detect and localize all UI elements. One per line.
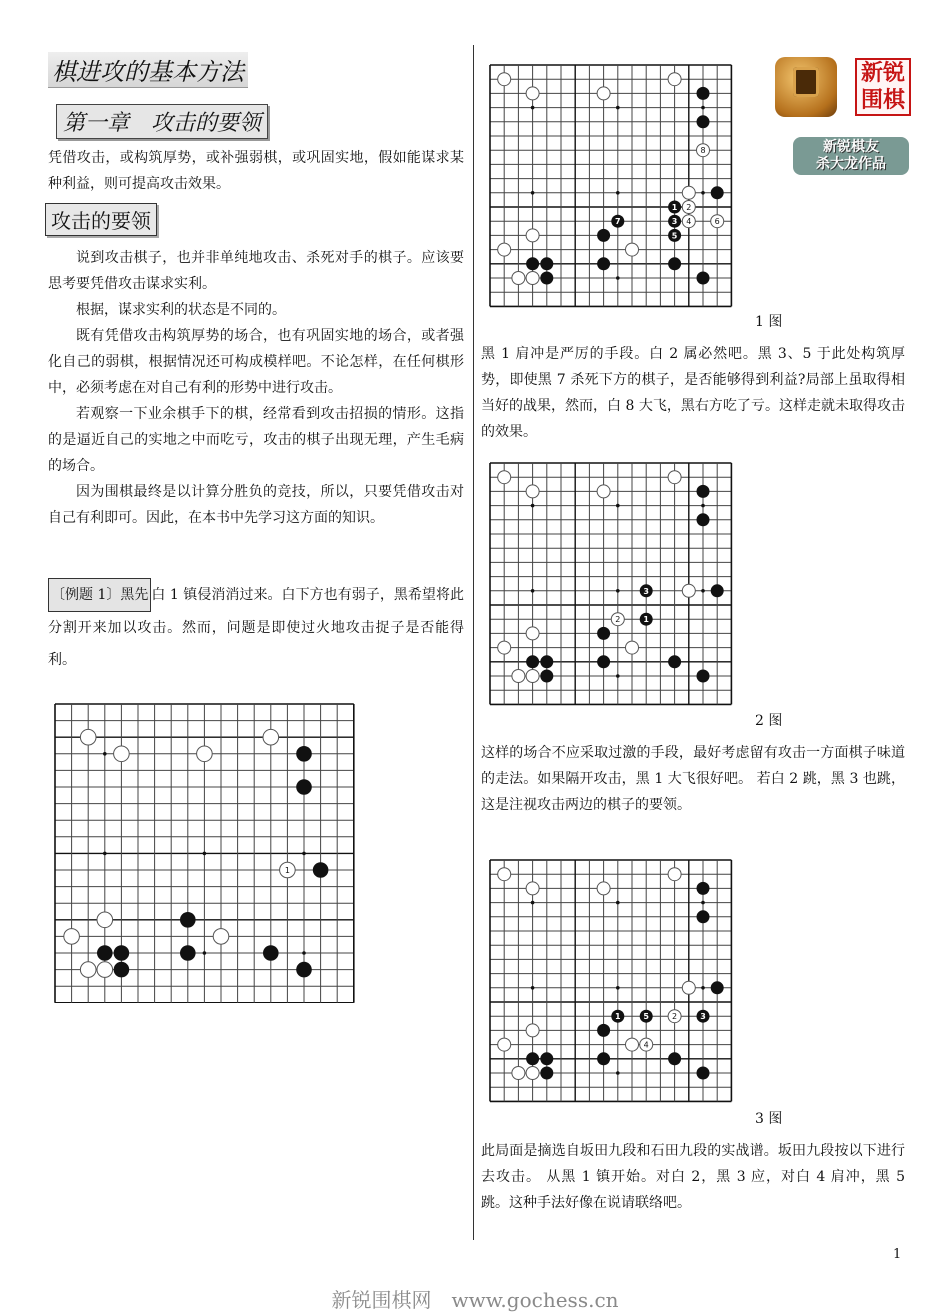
black-stone [597,655,610,668]
black-stone [296,962,312,978]
figure-2-board [488,461,748,721]
paragraph: 既有凭借攻击构筑厚势的场合，也有巩固实地的场合，或者强化自己的弱棋，根据情况还可构成模样吧。不论怎样，在任何棋形中，必须考虑在对自己有利的形势中进行攻击。 [48,328,464,396]
star-point [203,852,207,856]
star-point [302,951,306,955]
star-point [616,106,620,110]
black-stone [597,257,610,270]
brand-logo: 新锐围棋 [855,58,911,116]
black-stone [296,779,312,795]
black-stone [526,1052,539,1065]
black-stone [540,1052,553,1065]
black-stone [611,1010,624,1023]
black-stone [697,115,710,128]
move-number: 2 [615,615,621,625]
stamp-line-1: 新锐棋友 [823,139,879,155]
star-point [616,191,620,195]
star-point [616,276,620,280]
white-stone [526,670,539,683]
example-text: 白 1 镇侵消消过来。白下方也有弱子，黑希望将此分割开来加以攻击。然而，问题是即使过火地攻击捉子是否能得利。 [48,587,464,668]
white-stone [668,73,681,86]
black-stone [263,945,279,961]
black-stone [313,862,329,878]
white-stone [597,882,610,895]
star-point [616,901,620,905]
move-number: 3 [700,1012,706,1022]
white-stone [526,272,539,285]
move-number: 4 [643,1040,649,1050]
white-stone [498,641,511,654]
paragraph: 根据，谋求实利的状态是不同的。 [76,302,286,318]
white-stone [526,87,539,100]
paragraph: 因为围棋最终是以计算分胜负的竞技，所以，只要凭借攻击对自己有利即可。因此，在本书中先学习这方面的知识。 [48,484,464,526]
move-number: 3 [671,217,678,227]
white-stone [526,1024,539,1037]
example-label: 〔例题 1〕黑先 [48,578,151,612]
white-stone [263,729,279,745]
star-point [616,674,620,678]
move-number: 1 [284,866,290,875]
figure-2-caption: 这样的场合不应采取过激的手段，最好考虑留有攻击一方面棋子味道的走法。如果隔开攻击，黑 1 大飞很好吧。 若白 2 跳，黑 3 也跳，这是注视攻击两边的棋子的要领。 [481,745,905,813]
star-point [531,191,535,195]
move-number: 5 [671,231,678,241]
black-stone [597,1024,610,1037]
black-stone [180,912,196,928]
black-stone [697,1010,710,1023]
black-stone [711,186,724,199]
star-point [531,901,535,905]
black-stone [697,87,710,100]
figure-1-label: 1 图 [755,314,783,330]
black-stone [180,945,196,961]
white-stone [668,868,681,881]
black-stone [697,513,710,526]
black-stone [697,1067,710,1080]
black-stone [697,670,710,683]
star-point [701,191,705,195]
author-stamp [793,137,909,175]
star-point [531,504,535,508]
black-stone [697,910,710,923]
black-stone [697,882,710,895]
white-stone [526,627,539,640]
white-stone [668,1010,681,1023]
paragraph: 说到攻击棋子，也并非单纯地攻击、杀死对手的棋子。应该要思考要凭借攻击谋求实利。 [48,250,464,292]
white-stone [512,272,525,285]
star-point [302,852,306,856]
footer-watermark: 新锐围棋网 www.gochess.cn [331,1288,619,1312]
white-stone [682,981,695,994]
star-point [531,589,535,593]
white-stone [498,243,511,256]
star-point [701,106,705,110]
white-stone [213,929,229,945]
move-number: 4 [686,217,692,227]
white-stone [280,862,296,878]
star-point [531,106,535,110]
star-point [616,986,620,990]
move-number: 6 [714,217,720,227]
figure-2-label: 2 图 [755,713,783,729]
black-stone [540,670,553,683]
white-stone [80,962,96,978]
white-stone [682,186,695,199]
white-stone [526,882,539,895]
page-title: 棋进攻的基本方法 [48,52,248,88]
black-stone [640,1010,653,1023]
black-stone [526,655,539,668]
white-stone [626,1038,639,1051]
white-stone [640,1038,653,1051]
section-heading: 攻击的要领 [45,203,157,236]
black-stone [640,613,653,626]
black-stone [97,945,113,961]
white-stone [498,471,511,484]
black-stone [540,272,553,285]
white-stone [498,868,511,881]
star-point [701,504,705,508]
black-stone [640,584,653,597]
move-number: 2 [686,203,692,212]
white-stone [498,1038,511,1051]
white-stone [97,962,113,978]
black-stone [668,655,681,668]
intro-text: 凭借攻击，或构筑厚势，或补强弱棋，或巩固实地，假如能谋求某种利益，则可提高攻击效果。 [48,150,464,192]
white-stone [668,471,681,484]
black-stone [668,201,681,214]
move-number: 8 [700,146,706,156]
column-divider [473,45,474,1240]
white-stone [97,912,113,928]
board-surface [490,860,731,1101]
figure-3-board [488,858,748,1118]
paragraph: 若观察一下业余棋手下的棋，经常看到攻击招损的情形。这指的是逼近自己的实地之中而吃亏，攻击的棋子出现无理，产生毛病的场合。 [48,406,464,474]
black-stone [114,945,130,961]
black-stone [668,1052,681,1065]
white-stone [682,201,695,214]
black-stone [597,627,610,640]
white-stone [526,1067,539,1080]
figure-1-board [488,63,748,323]
star-point [203,951,207,955]
star-point [701,901,705,905]
black-stone [540,1067,553,1080]
logo-icon [775,57,837,117]
black-stone [296,746,312,762]
white-stone [526,485,539,498]
white-stone [80,729,96,745]
star-point [616,504,620,508]
white-stone [512,1067,525,1080]
white-stone [611,613,624,626]
black-stone [697,485,710,498]
star-point [531,986,535,990]
black-stone [597,229,610,242]
white-stone [626,243,639,256]
black-stone [668,257,681,270]
white-stone [64,929,80,945]
star-point [701,589,705,593]
black-stone [526,257,539,270]
move-number: 1 [643,615,649,625]
white-stone [597,87,610,100]
white-stone [498,73,511,86]
black-stone [597,1052,610,1065]
black-stone [611,215,624,228]
star-point [103,752,107,756]
move-number: 1 [671,203,678,212]
white-stone [682,215,695,228]
black-stone [114,962,130,978]
star-point [701,986,705,990]
move-number: 2 [672,1012,678,1022]
star-point [616,1071,620,1075]
example-block [48,578,464,676]
black-stone [697,272,710,285]
white-stone [597,485,610,498]
black-stone [668,215,681,228]
move-number: 1 [615,1012,621,1022]
white-stone [697,144,710,157]
white-stone [114,746,130,762]
problem-board [54,703,356,1003]
white-stone [526,229,539,242]
white-stone [711,215,724,228]
move-number: 3 [643,586,649,596]
figure-3-caption: 此局面是摘选自坂田九段和石田九段的实战谱。坂田九段按以下进行去攻击。 从黑 1 镇开始。对白 2，黑 3 应，对白 4 肩冲，黑 5 跳。这种手法好像在说请联络吧。 [481,1143,905,1211]
black-stone [668,229,681,242]
page-number: 1 [893,1247,902,1262]
board-surface [490,65,731,306]
black-stone [540,655,553,668]
star-point [616,589,620,593]
board-surface [490,463,731,704]
star-point [103,852,107,856]
black-stone [711,584,724,597]
black-stone [540,257,553,270]
white-stone [682,584,695,597]
figure-1-caption: 黑 1 肩冲是严厉的手段。白 2 属必然吧。黑 3、5 于此处构筑厚势，即使黑 7 杀死下方的棋子，是否能够得到利益?局部上虽取得相当好的战果，然而，白 8 大飞，黑右方吃了亏。这样走就未取得攻击的效果。 [481,346,905,440]
move-number: 7 [615,217,621,227]
black-stone [711,981,724,994]
white-stone [512,670,525,683]
figure-3-label: 3 图 [755,1111,783,1127]
white-stone [197,746,213,762]
move-number: 5 [643,1012,649,1022]
stamp-line-2: 杀大龙作品 [816,156,886,172]
chapter-heading: 第一章 攻击的要领 [56,104,268,139]
body-paragraphs [48,245,464,531]
white-stone [626,641,639,654]
